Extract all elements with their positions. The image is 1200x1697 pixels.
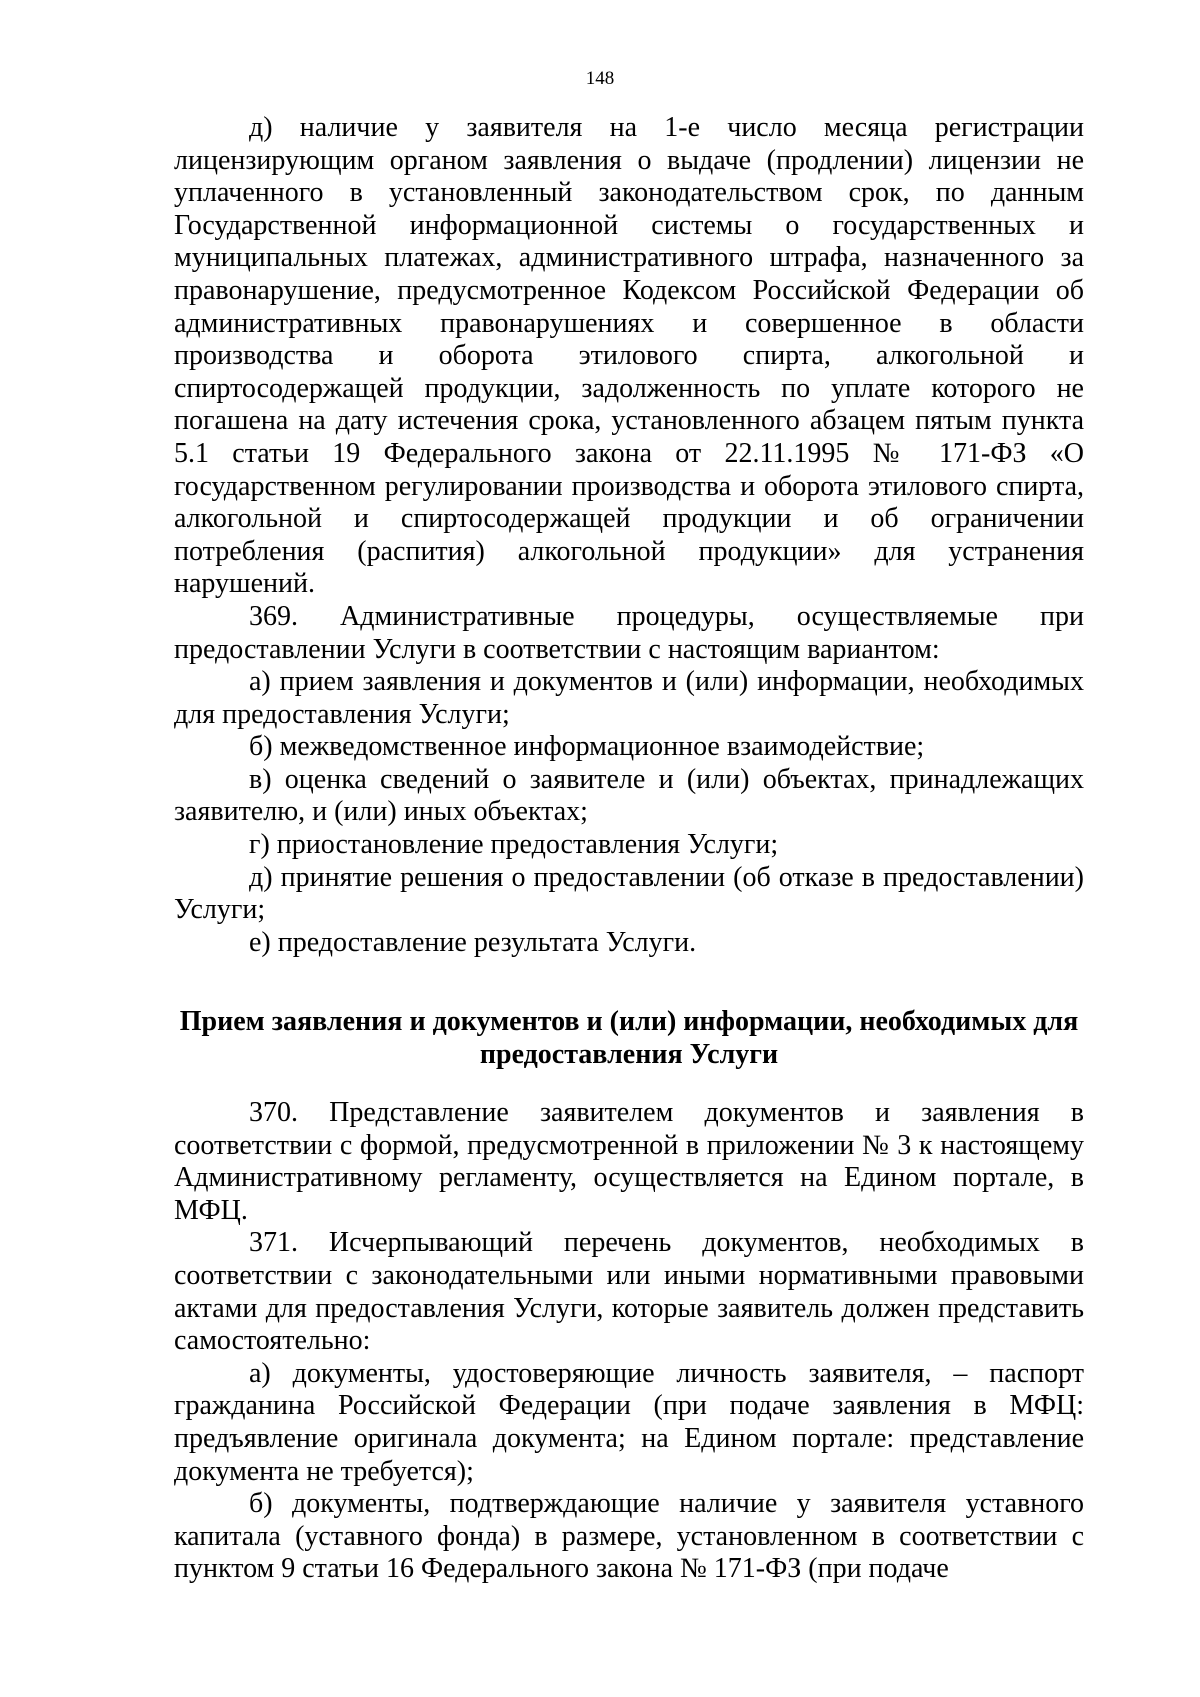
paragraph: а) документы, удостоверяющие личность заявителя, – паспорт гражданина Российской Федерации (при подаче заявления в МФЦ: предъявление оригинала документа; на Едином портале: представление документа не требуется); <box>174 1357 1084 1487</box>
paragraph: г) приостановление предоставления Услуги; <box>249 829 779 861</box>
paragraph: е) предоставление результата Услуги. <box>249 926 697 958</box>
paragraph: 371. Исчерпывающий перечень документов, необходимых в соответствии с законодательными или иными нормативными правовыми актами для предоставления Услуги, которые заявитель должен представить самостоятельно: <box>174 1227 1084 1357</box>
paragraph: а) прием заявления и документов и (или) информации, необходимых для предоставления Услуги; <box>174 666 1084 730</box>
paragraph: в) оценка сведений о заявителе и (или) объектах, принадлежащих заявителю, и (или) иных объектах; <box>174 763 1084 828</box>
page-number: 148 <box>585 68 615 89</box>
paragraph: 369. Административные процедуры, осуществляемые при предоставлении Услуги в соответствии с настоящим вариантом: <box>174 600 1084 665</box>
text-block-lower <box>174 1097 1084 1586</box>
paragraph: 370. Представление заявителем документов и заявления в соответствии с формой, предусмотренной в приложении № 3 к настоящему Административному регламенту, осуществляется на Едином портале, в МФЦ. <box>174 1097 1084 1226</box>
text-block-upper <box>174 112 1084 959</box>
paragraph: б) документы, подтверждающие наличие у заявителя уставного капитала (уставного фонда) в размере, установленном в соответствии с пунктом 9 статьи 16 Федерального закона № 171-ФЗ (при подаче <box>174 1488 1084 1585</box>
section-heading: Прием заявления и документов и (или) информации, необходимых для предоставления Услуги <box>179 1006 1079 1070</box>
paragraph: б) межведомственное информационное взаимодействие; <box>249 731 925 763</box>
paragraph: д) наличие у заявителя на 1-е число месяца регистрации лицензирующим органом заявления о выдаче (продлении) лицензии не уплаченного в установленный законодательством срок, по данным Государственной информационной системы о государственных и муниципальных платежах, административного штрафа, назначенного за правонарушение, предусмотренное Кодексом Российской Федерации об административных правонарушениях и совершенное в области производства и оборота этилового спирта, алкогольной и спиртосодержащей продукции, задолженность по уплате которого не погашена на дату истечения срока, установленного абзацем пятым пункта 5.1 статьи 19 Федерального закона от 22.11.1995 № 171-ФЗ «О государственном регулировании производства и оборота этилового спирта, алкогольной и спиртосодержащей продукции и об ограничении потребления (распития) алкогольной продукции» для устранения нарушений. <box>174 112 1084 600</box>
paragraph: д) принятие решения о предоставлении (об отказе в предоставлении) Услуги; <box>174 861 1084 926</box>
